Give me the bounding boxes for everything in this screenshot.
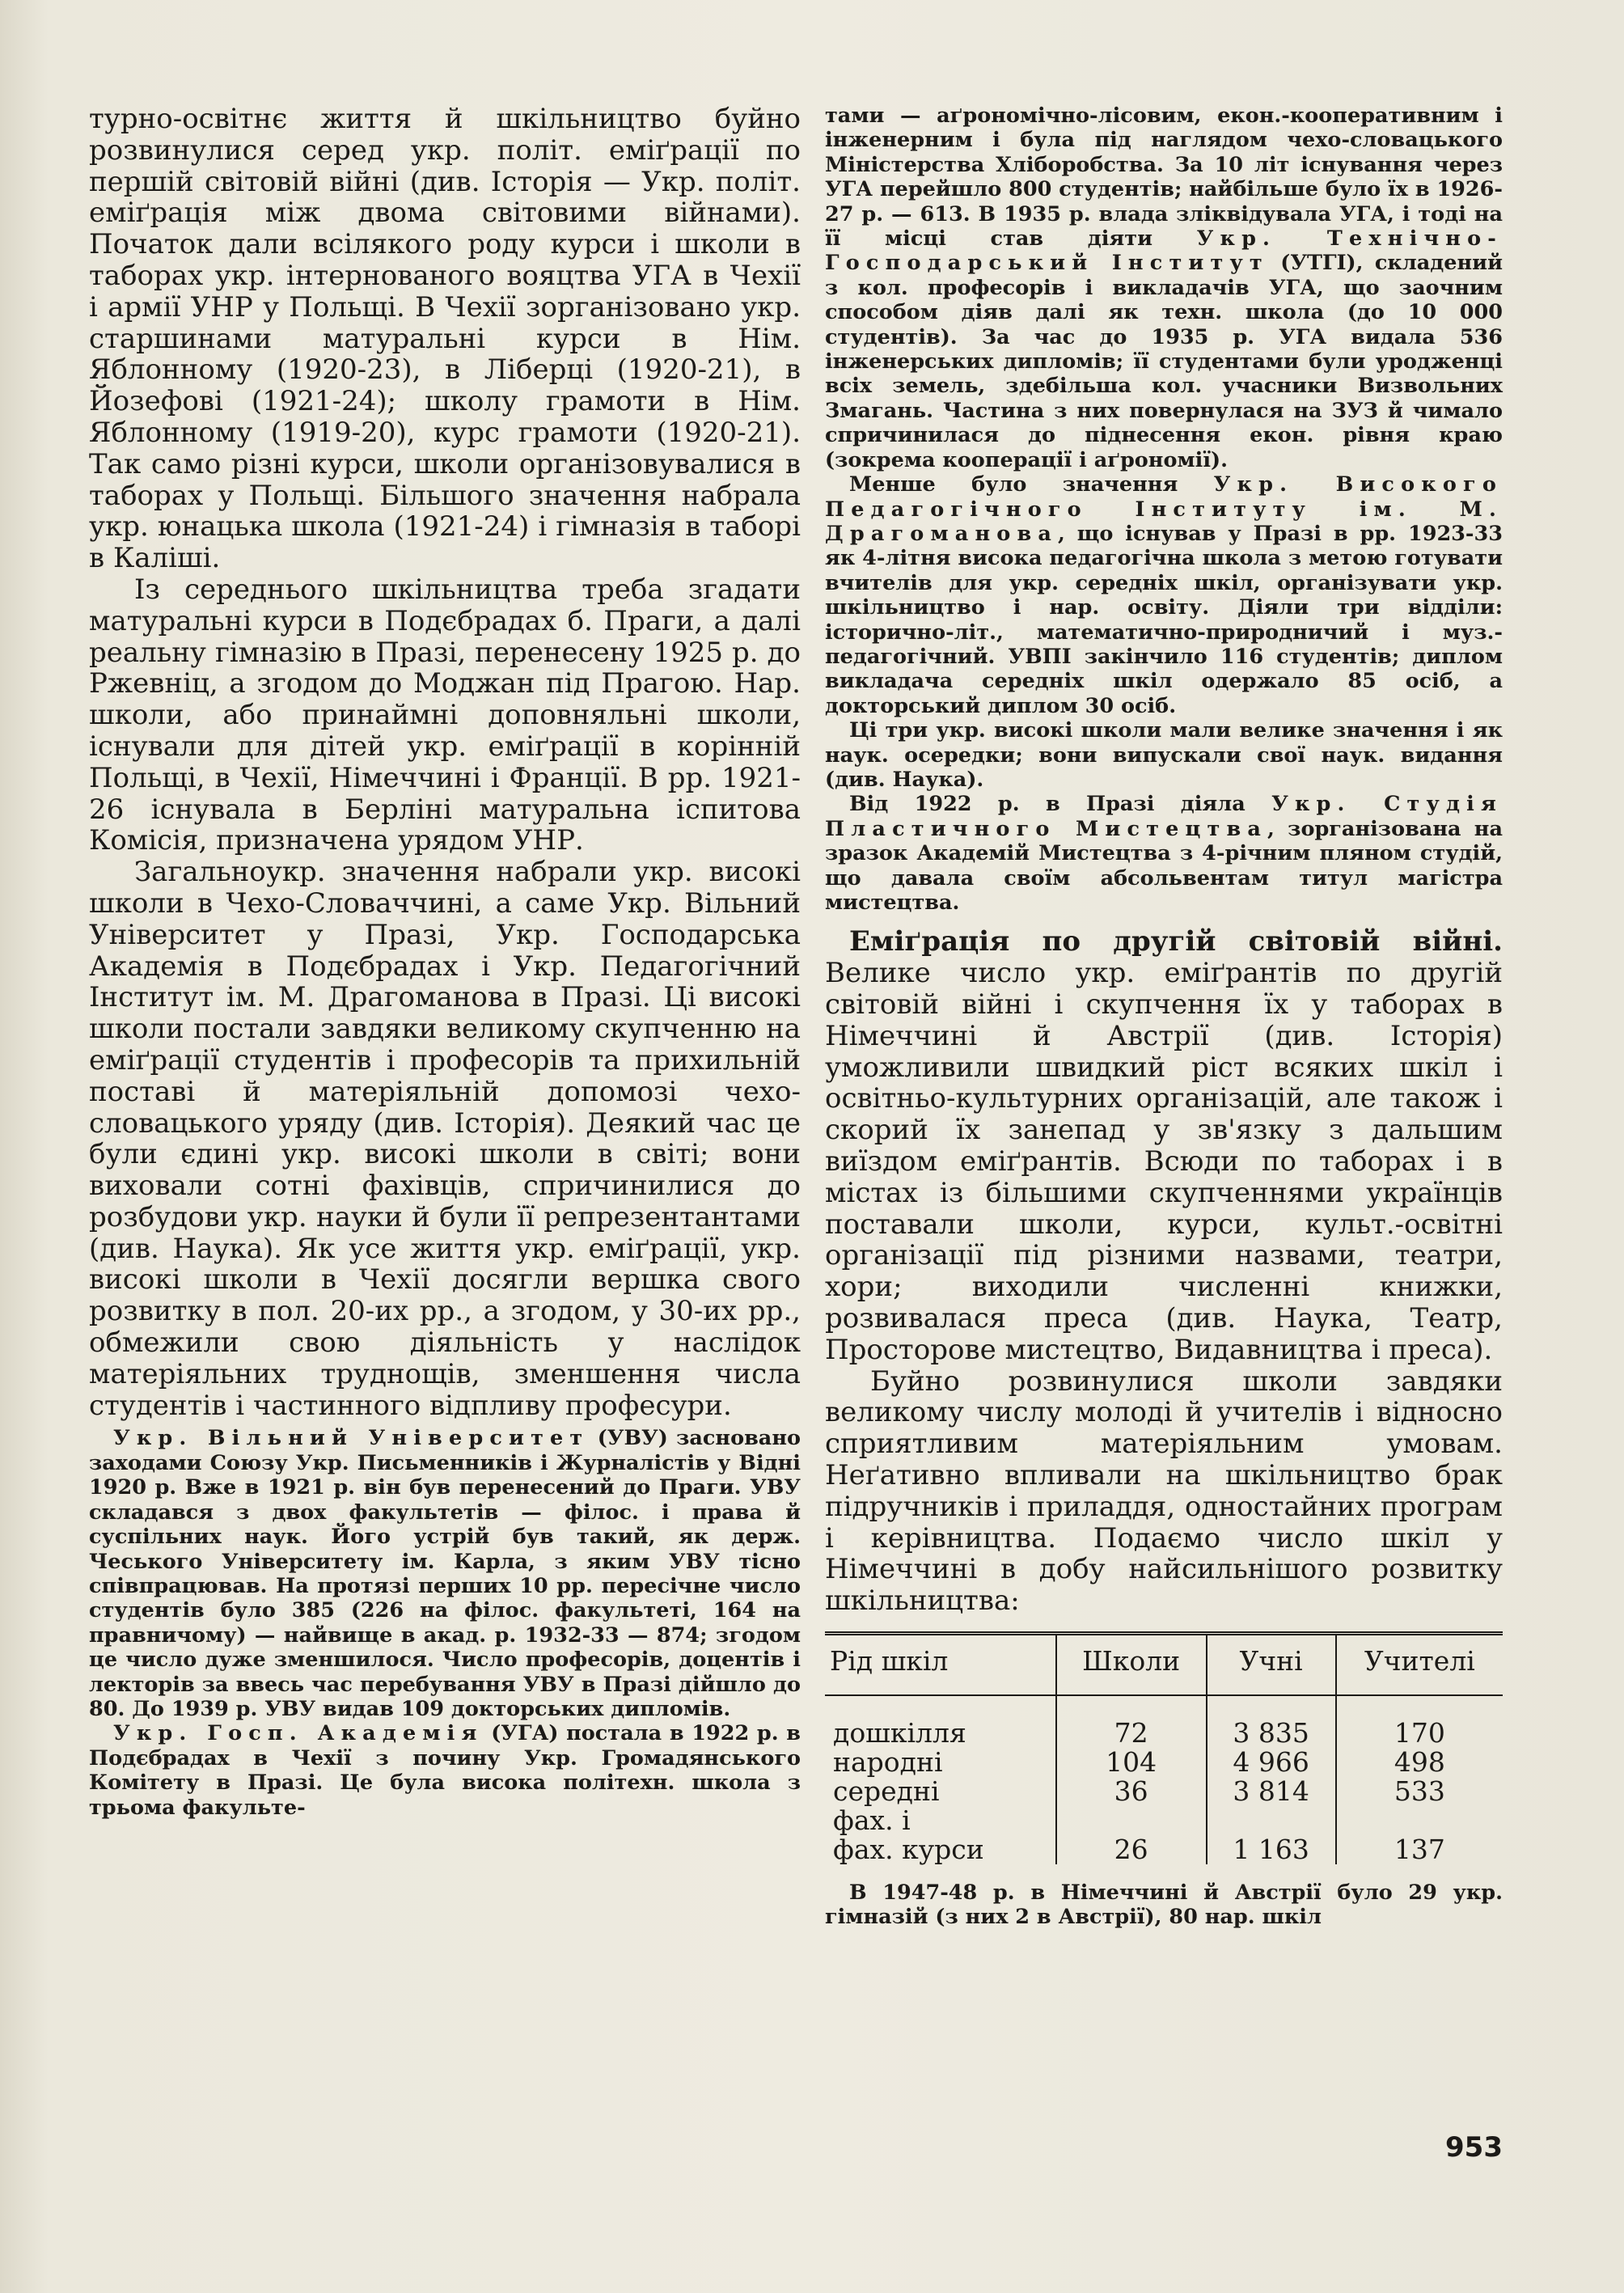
spaced-term: Укр. Високого Педагогічного Інституту ім. М. Драгоманова <box>825 472 1503 546</box>
paragraph <box>825 104 1503 472</box>
paragraph-text: (УТГІ), складений з кол. професорів і викладачів УГА, що заочним способом діяв далі як техн. школа (до 10 000 студентів). За час до 1935 р. УГА видала 536 інженерських дипломів; її студентами були уродженці всіх земель, здебільша кол. учасники Визвольних Змагань. Частина з них повернулася на ЗУЗ й чимало спричинилася до піднесення екон. рівня краю (зокрема кооперації і аґрономії). <box>825 251 1503 472</box>
table-cell: 104 <box>1056 1748 1207 1777</box>
section-heading: Еміґрація по другій світовій війні. <box>849 925 1503 958</box>
paragraph-text: , що існував у Празі в рр. 1923-33 як 4-літня висока педагогічна школа з метою готувати вчителів для укр. середніх шкіл, організувати укр. шкільництво і нар. освіту. Діяли три відділи: історично-літ., математично-природничий і муз.-педагогічний. УВПІ закінчило 116 студентів; диплом викладача середніх шкіл одержало 85 осіб, а докторський диплом 30 осіб. <box>825 521 1503 718</box>
table-row <box>825 1748 1503 1777</box>
paragraph-text: Велике число укр. еміґрантів по другій світовій війні і скупчення їх у таборах в Німеччині й Австрії (див. Історія) уможливили швидкий ріст всяких шкіл і освітньо-культурних організацій, але також і скорий їх занепад у зв'язку з дальшим виїздом еміґрантів. Всюди по таборах і в містах із більшими скупченнями українців поставали школи, курси, культ.-освітні організації під різними назвами, театри, хори; виходили численні книжки, розвивалася преса (див. Наука, Театр, Просторове мистецтво, Видавництва і преса). <box>825 957 1503 1366</box>
table-cell <box>1056 1806 1207 1835</box>
spaced-term: Укр. Госп. Академія <box>113 1721 484 1746</box>
paragraph: Загальноукр. значення набрали укр. високі школи в Чехо-Словаччині, а саме Укр. Вільний Університет у Празі, Укр. Господарська Академія в Подєбрадах і Укр. Педагогічний Інститут ім. М. Драгоманова в Празі. Ці високі школи постали завдяки великому скупченню на еміґрації студентів і професорів та прихильній поставі й матеріяльній допомозі чехо-словацького уряду (див. Історія). Деякий час це були єдині укр. високі школи в світі; вони виховали сотні фахівців, спричинилися до розбудови укр. науки й були її репрезентантами (див. Наука). Як усе життя укр. еміґрації, укр. високі школи в Чехії досягли вершка свого розвитку в пол. 20-их рр., а згодом, у 30-их рр., обмежили свою діяльність у наслідок матеріяльних труднощів, зменшення числа студентів і частинного відпливу професури. <box>89 856 801 1422</box>
table-cell: 26 <box>1056 1835 1207 1864</box>
paragraph-text: Менше було значення <box>849 472 1214 497</box>
paragraph: Ці три укр. високі школи мали велике значення і як наук. осередки; вони випускали свої наук. видання (див. Наука). <box>825 718 1503 792</box>
paragraph-text: , зорганізована на зразок Академій Мистецтва з 4-річним пляном студій, що давала своїм абсольвентам титул магістра мистецтва. <box>825 816 1503 915</box>
table-row <box>825 1695 1503 1748</box>
table-cell: 4 966 <box>1207 1748 1336 1777</box>
right-column <box>825 104 1503 1930</box>
table-header: Школи <box>1056 1633 1207 1695</box>
spaced-term: Укр. Вільний Університет <box>113 1426 590 1451</box>
table-cell: 72 <box>1056 1695 1207 1748</box>
table-row <box>825 1835 1503 1864</box>
table-header: Учителі <box>1336 1633 1503 1695</box>
table-cell: середні <box>833 1775 940 1807</box>
paragraph <box>825 472 1503 718</box>
spaced-term: Укр. Технічно-Господарський Інститут <box>825 226 1503 276</box>
spaced-term: Укр. Студія Пластичного Мистецтва <box>825 792 1503 841</box>
paragraph-text: тами — аґрономічно-лісовим, екон.-кооперативним і інженерним і була під наглядом чехо-словацького Міністерства Хліборобства. За 10 літ існування через УГА перейшло 800 студентів; найбільше було їх в 1926-27 р. — 613. В 1935 р. влада зліквідувала УГА, і тоді на її місці став діяти <box>825 104 1503 252</box>
table-row <box>825 1806 1503 1835</box>
table-cell: 1 163 <box>1207 1835 1336 1864</box>
table-cell <box>1207 1806 1336 1835</box>
paragraph-uga <box>89 1721 801 1820</box>
paragraph: Буйно розвинулися школи завдяки великому числу молоді й учителів і відносно сприятливим матеріяльним умовам. Неґативно впливали на шкільництво брак підручників і приладдя, одностайних програм і керівництва. Подаємо число шкіл у Німеччині в добу найсильнішого розвитку шкільництва: <box>825 1364 1503 1618</box>
table-cell: 3 814 <box>1207 1777 1336 1806</box>
schools-table <box>825 1631 1503 1864</box>
paragraph-text: (УГА) постала в 1922 р. в Подєбрадах в Чехії з почину Укр. Громадянського Комітету в Празі. Це була висока політехн. школа з трьома факульте- <box>89 1721 801 1820</box>
table-cell <box>1336 1806 1503 1835</box>
left-column <box>89 104 801 1820</box>
table-cell: 36 <box>1056 1777 1207 1806</box>
table-cell: 533 <box>1336 1777 1503 1806</box>
table-cell: фах. і <box>833 1804 911 1836</box>
paragraph-uvu <box>89 1426 801 1721</box>
table-cell: 3 835 <box>1207 1695 1336 1748</box>
table-cell: дошкілля <box>833 1716 966 1749</box>
table-cell: 498 <box>1336 1748 1503 1777</box>
table-cell: 137 <box>1336 1835 1503 1864</box>
paragraph: Із середнього шкільництва треба згадати матуральні курси в Подєбрадах б. Праги, а далі реальну гімназію в Празі, перенесену 1925 р. до Ржевніц, а згодом до Моджан під Прагою. Нар. школи, або принаймні доповняльні школи, існували для дітей укр. еміґрації в корінній Польщі, в Чехії, Німеччині і Франції. В рр. 1921-26 існувала в Берліні матуральна іспитова Комісія, призначена урядом УНР. <box>89 573 801 857</box>
paragraph-text: (УВУ) засновано заходами Союзу Укр. Письменників і Журналістів у Відні 1920 р. Вже в 1921 р. він був перенесений до Праги. УВУ складався з двох факультетів — філос. і права й суспільних наук. Його устрій був такий, як держ. Чеського Університету ім. Карла, з яким УВУ тісно співпрацював. На протязі перших 10 рр. пересічне число студентів було 385 (226 на філос. факультеті, 164 на правничому) — найвище в акад. р. 1932-33 — 874; згодом це число дуже зменшилося. Число професорів, доцентів і лекторів за ввесь час перебування УВУ в Празі дійшло до 80. До 1939 р. УВУ видав 109 докторських дипломів. <box>89 1426 801 1721</box>
table-cell: 170 <box>1336 1695 1503 1748</box>
paragraph <box>825 926 1503 1365</box>
table-header: Рід шкіл <box>825 1633 1056 1695</box>
table-cell: народні <box>833 1745 943 1778</box>
table-cell: фах. курси <box>833 1833 984 1865</box>
table-row <box>825 1777 1503 1806</box>
paragraph: турно-освітнє життя й шкільництво буйно розвинулися серед укр. політ. еміґрації по першій світовій війні (див. Історія — Укр. політ. еміґрація між двома світовими війнами). Початок дали всілякого роду курси і школи в таборах укр. інтернованого вояцтва УГА в Чехії і армії УНР у Польщі. В Чехії зорганізовано укр. старшинами матуральні курси в Нім. Яблонному (1920-23), в Ліберці (1920-21), в Йозефові (1921-24); школу грамоти в Нім. Яблонному (1919-20), курс грамоти (1920-21). Так само різні курси, школи організовувалися в таборах у Польщі. Більшого значення набрала укр. юнацька школа (1921-24) і гімназія в таборі в Каліші. <box>89 103 801 575</box>
paragraph: В 1947-48 р. в Німеччині й Австрії було 29 укр. гімназій (з них 2 в Австрії), 80 нар. шкіл <box>825 1880 1503 1930</box>
page-number: 953 <box>1445 2131 1503 2164</box>
paragraph-text: Від 1922 р. в Празі діяла <box>849 792 1272 817</box>
table-header: Учні <box>1207 1633 1336 1695</box>
table-header-row <box>825 1633 1503 1695</box>
paragraph <box>825 792 1503 915</box>
